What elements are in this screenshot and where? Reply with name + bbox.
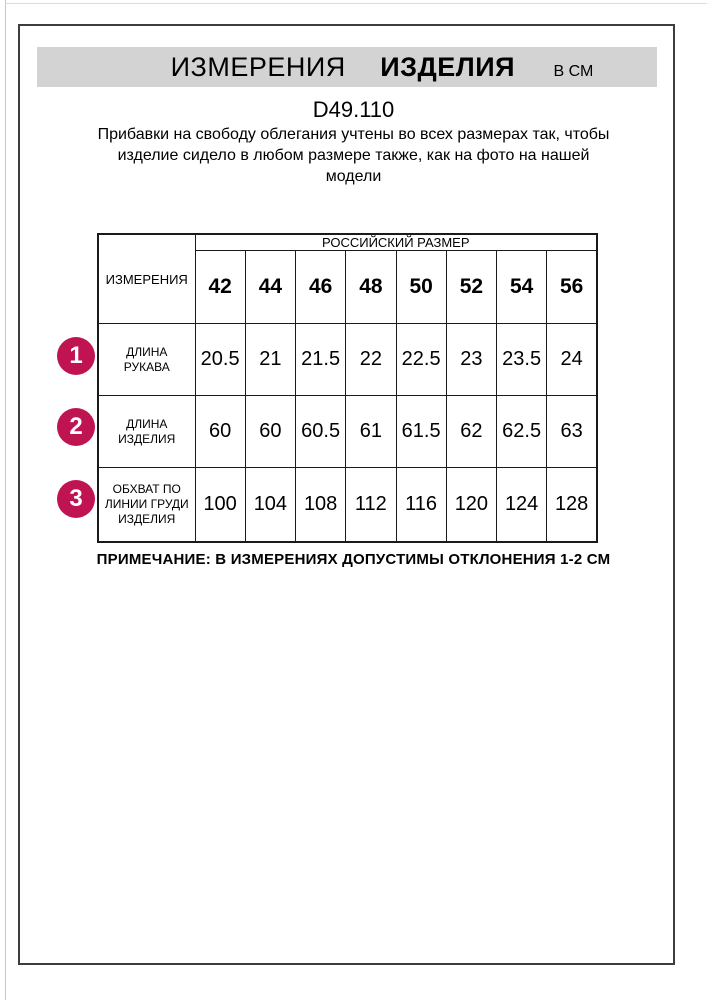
row-label-cell: ОБХВАТ ПО ЛИНИИ ГРУДИ ИЗДЕЛИЯ (98, 468, 195, 543)
title-unit: В СМ (553, 63, 594, 80)
model-code: D49.110 (312, 97, 395, 122)
size-header-cell: 54 (497, 251, 547, 324)
top-edge-line (5, 3, 707, 4)
row-label-cell: ДЛИНА ИЗДЕЛИЯ (98, 396, 195, 468)
value-cell: 112 (346, 468, 396, 543)
value-cell: 128 (547, 468, 597, 543)
title-measurements: ИЗМЕРЕНИЯ (170, 52, 346, 82)
value-cell: 21.5 (296, 324, 346, 396)
russian-size-header-cell: РОССИЙСКИЙ РАЗМЕР (195, 234, 597, 251)
tolerance-note: ПРИМЕЧАНИЕ: В ИЗМЕРЕНИЯХ ДОПУСТИМЫ ОТКЛОНЕНИЯ 1-2 СМ (96, 551, 611, 568)
table-row-garment-length (98, 396, 597, 468)
value-cell: 104 (245, 468, 295, 543)
size-header-cell: 44 (245, 251, 295, 324)
value-cell: 61.5 (396, 396, 446, 468)
value-cell: 20.5 (195, 324, 245, 396)
value-cell: 61 (346, 396, 396, 468)
value-cell: 120 (446, 468, 496, 543)
description-line: Прибавки на свободу облегания учтены во всех размерах так, чтобы (97, 126, 610, 143)
description-line: модели (325, 168, 382, 185)
description-line: изделие сидело в любом размере также, как на фото на нашей (117, 147, 590, 164)
value-cell: 100 (195, 468, 245, 543)
value-cell: 22.5 (396, 324, 446, 396)
size-header-cell: 56 (547, 251, 597, 324)
value-cell: 62 (446, 396, 496, 468)
value-cell: 60.5 (296, 396, 346, 468)
size-header-cell: 52 (446, 251, 496, 324)
size-header-cell: 46 (296, 251, 346, 324)
value-cell: 60 (195, 396, 245, 468)
badge-number: 1 (69, 342, 83, 369)
value-cell: 21 (245, 324, 295, 396)
table-row-sleeve-length (98, 324, 597, 396)
badge-number: 2 (69, 413, 83, 440)
value-cell: 108 (296, 468, 346, 543)
step-3-badge (57, 480, 95, 518)
size-header-cell: 42 (195, 251, 245, 324)
badge-number: 3 (69, 485, 83, 512)
step-1-badge (57, 337, 95, 375)
size-header-cell: 48 (346, 251, 396, 324)
group-header-row (98, 234, 597, 251)
row-label-cell: ДЛИНА РУКАВА (98, 324, 195, 396)
value-cell: 24 (547, 324, 597, 396)
table-row-chest-girth (98, 468, 597, 543)
value-cell: 116 (396, 468, 446, 543)
value-cell: 124 (497, 468, 547, 543)
step-2-badge (57, 408, 95, 446)
size-table (97, 233, 598, 543)
value-cell: 63 (547, 396, 597, 468)
size-header-cell: 50 (396, 251, 446, 324)
value-cell: 22 (346, 324, 396, 396)
product-description (0, 124, 707, 187)
value-cell: 62.5 (497, 396, 547, 468)
title-banner (37, 47, 657, 87)
value-cell: 23.5 (497, 324, 547, 396)
value-cell: 23 (446, 324, 496, 396)
value-cell: 60 (245, 396, 295, 468)
title-product: ИЗДЕЛИЯ (380, 52, 516, 82)
measurements-header-cell: ИЗМЕРЕНИЯ (98, 234, 195, 324)
